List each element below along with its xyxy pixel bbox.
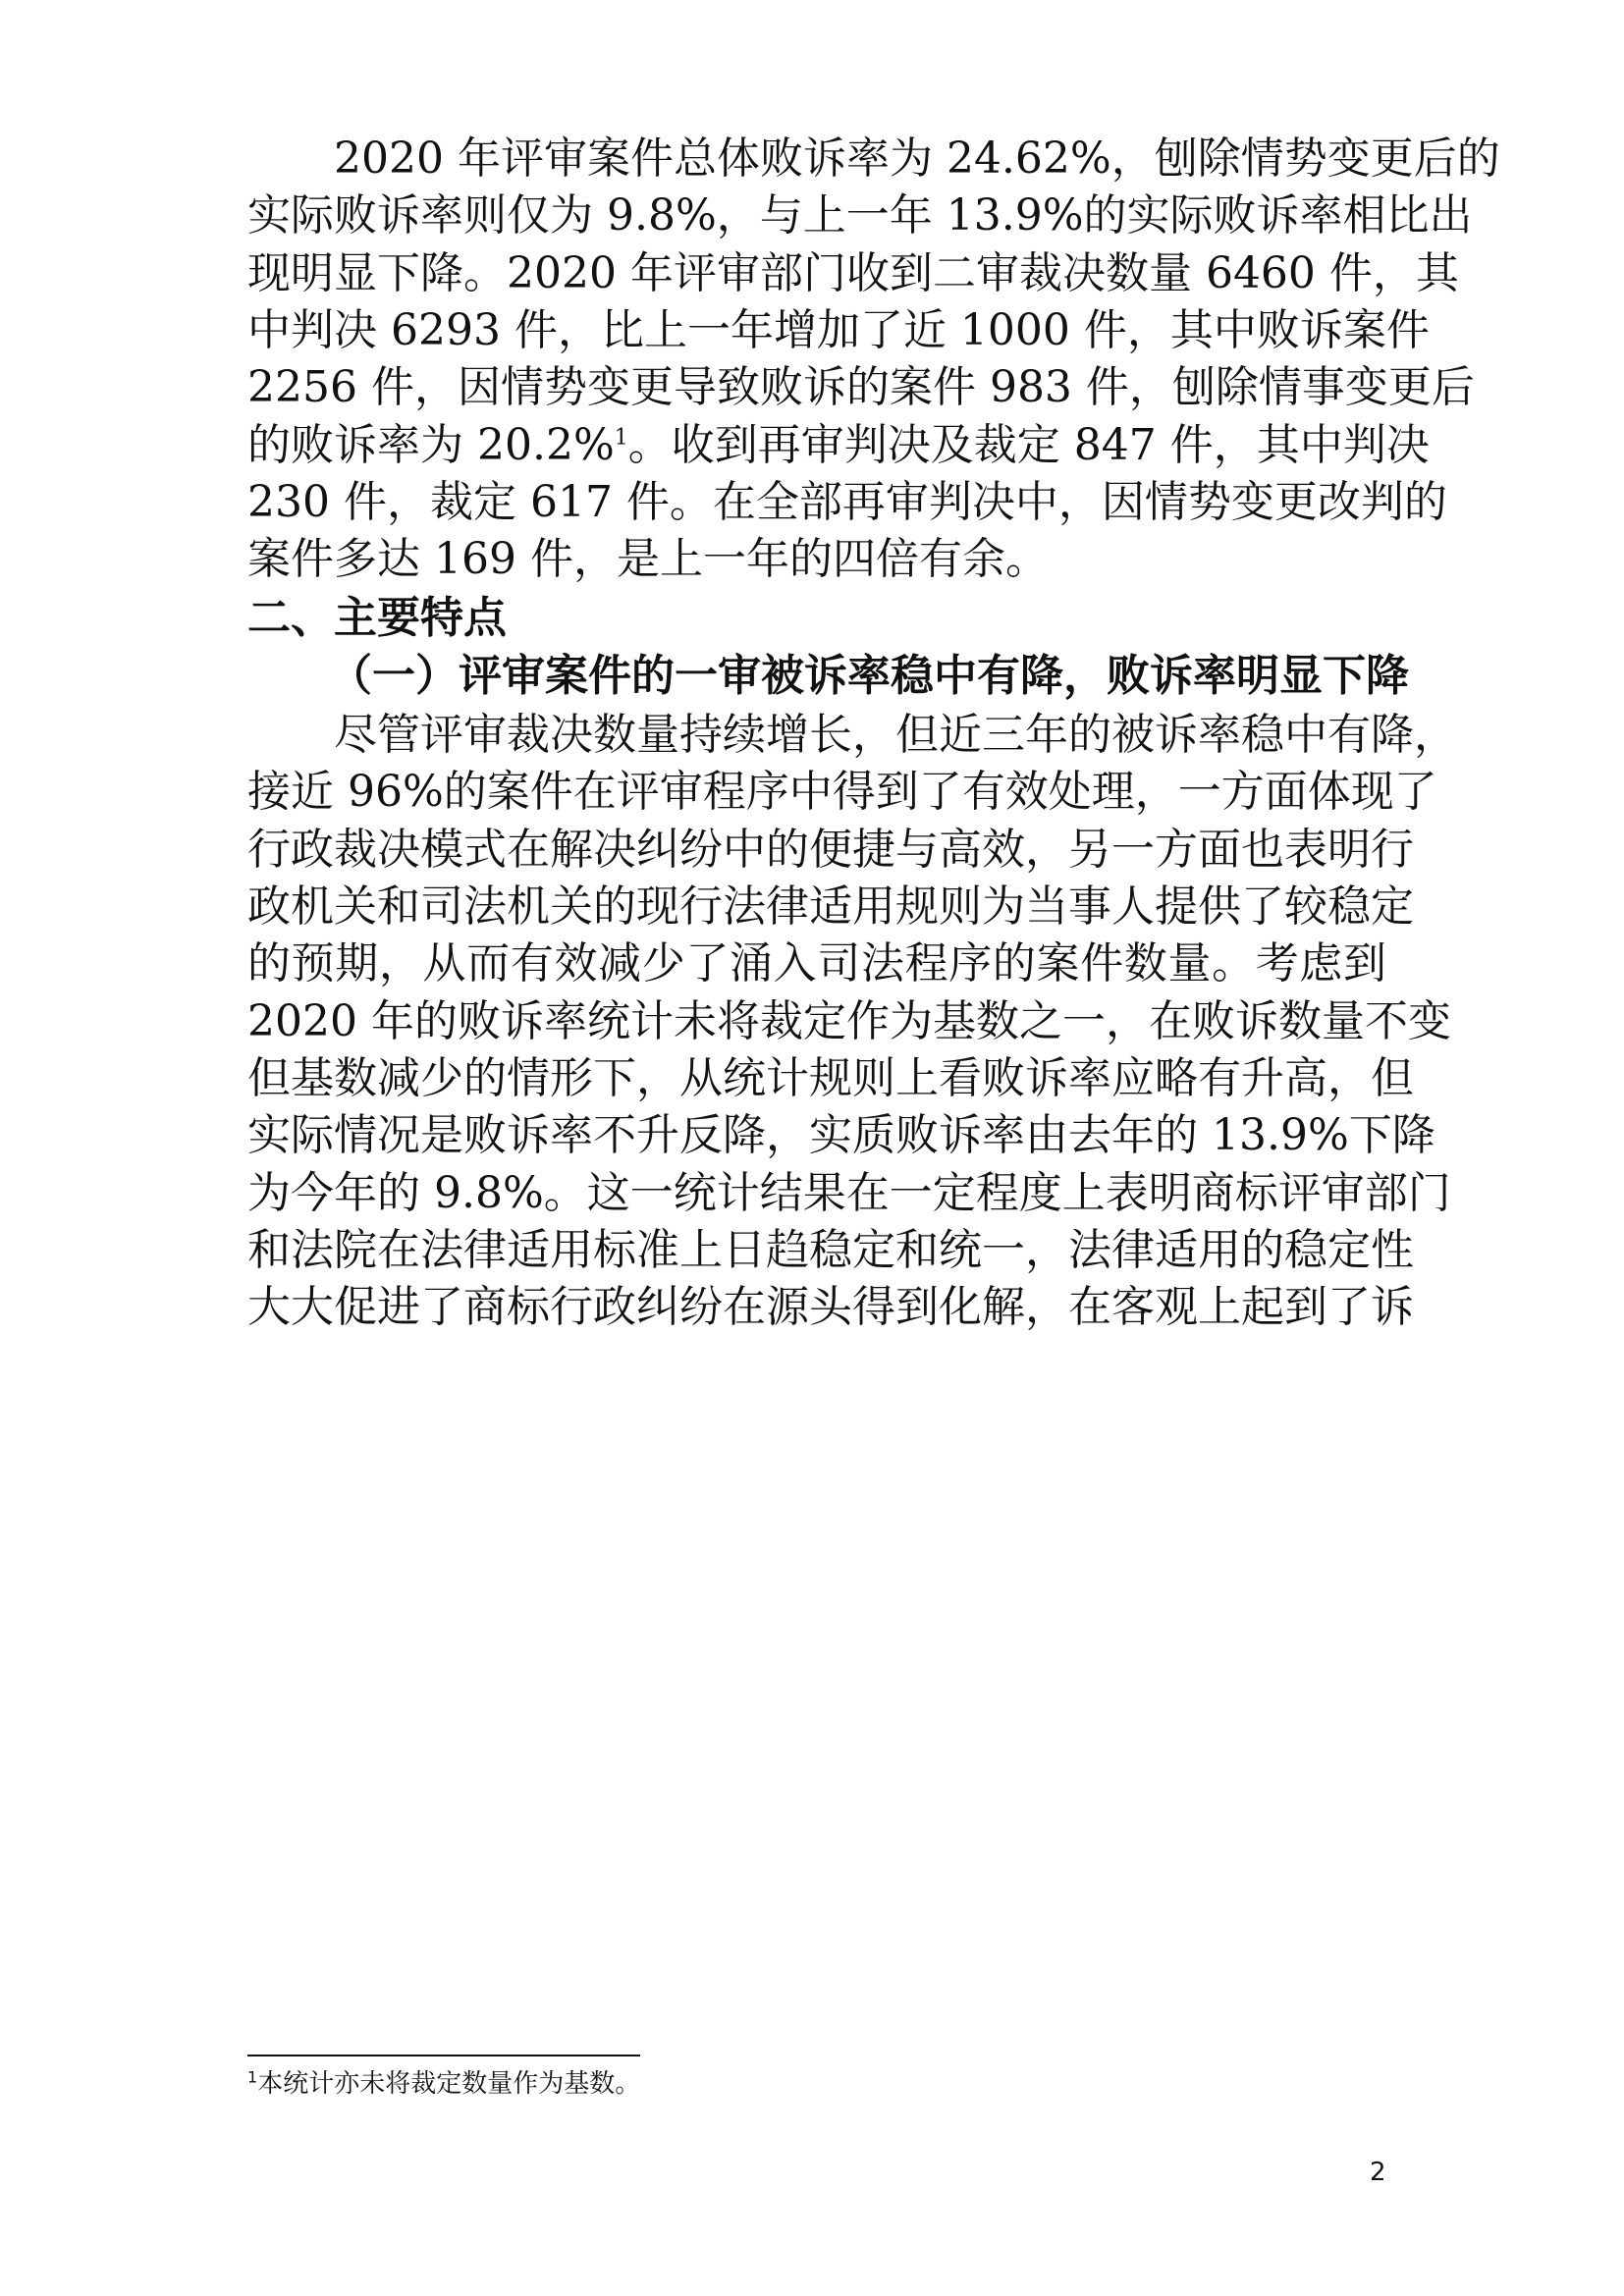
paragraph-1-line-5: 2256 件，因情势变更导致败诉的案件 983 件，刨除情事变更后 bbox=[247, 362, 1475, 412]
paragraph-2-line-8: 实际情况是败诉率不升反降，实质败诉率由去年的 13.9%下降 bbox=[247, 1110, 1435, 1160]
paragraph-2-line-7: 但基数减少的情形下，从统计规则上看败诉率应略有升高，但 bbox=[247, 1053, 1414, 1103]
paragraph-2-line-5: 的预期，从而有效减少了涌入司法程序的案件数量。考虑到 bbox=[247, 938, 1386, 988]
paragraph-1-line-1: 2020 年评审案件总体败诉率为 24.62%，刨除情势变更后的 bbox=[247, 133, 1500, 184]
footnote-reference: 1 bbox=[614, 425, 628, 451]
paragraph-2-line-9: 为今年的 9.8%。这一统计结果在一定程度上表明商标评审部门 bbox=[247, 1168, 1451, 1218]
paragraph-1-line-6 bbox=[247, 417, 1430, 474]
section-heading: 二、主要特点 bbox=[247, 593, 507, 643]
footnote-separator bbox=[247, 2055, 640, 2056]
paragraph-2-line-2: 接近 96%的案件在评审程序中得到了有效处理，一方面体现了 bbox=[247, 767, 1437, 817]
paragraph-1-line-6-text-a: 的败诉率为 20.2% bbox=[247, 420, 615, 470]
paragraph-1-line-8: 案件多达 169 件，是上一年的四倍有余。 bbox=[247, 534, 1049, 584]
paragraph-1-line-2: 实际败诉率则仅为 9.8%，与上一年 13.9%的实际败诉率相比出 bbox=[247, 190, 1473, 240]
paragraph-2-line-10: 和法院在法律适用标准上日趋稳定和统一，法律适用的稳定性 bbox=[247, 1225, 1414, 1275]
paragraph-2-line-1: 尽管评审裁决数量持续增长，但近三年的被诉率稳中有降， bbox=[247, 710, 1457, 760]
subsection-heading: （一）评审案件的一审被诉率稳中有降，败诉率明显下降 bbox=[329, 651, 1409, 701]
paragraph-1-line-7: 230 件，裁定 617 件。在全部再审判决中，因情势变更改判的 bbox=[247, 477, 1447, 527]
paragraph-2-line-4: 政机关和司法机关的现行法律适用规则为当事人提供了较稳定 bbox=[247, 881, 1414, 932]
footnote-mark: 1 bbox=[247, 2067, 258, 2087]
page-number: 2 bbox=[1370, 2158, 1386, 2187]
paragraph-1-line-3: 现明显下降。2020 年评审部门收到二审裁决数量 6460 件，其 bbox=[247, 248, 1459, 298]
footnote bbox=[247, 2067, 640, 2101]
paragraph-2-line-11: 大大促进了商标行政纠纷在源头得到化解，在客观上起到了诉 bbox=[247, 1282, 1414, 1332]
paragraph-1-line-6-text-b: 。收到再审判决及裁定 847 件，其中判决 bbox=[627, 420, 1430, 470]
paragraph-2-line-6: 2020 年的败诉率统计未将裁定作为基数之一，在败诉数量不变 bbox=[247, 996, 1451, 1046]
footnote-text: 本统计亦未将裁定数量作为基数。 bbox=[257, 2069, 641, 2099]
paragraph-2-line-3: 行政裁决模式在解决纠纷中的便捷与高效，另一方面也表明行 bbox=[247, 825, 1414, 875]
paragraph-1-line-4: 中判决 6293 件，比上一年增加了近 1000 件，其中败诉案件 bbox=[247, 305, 1430, 355]
